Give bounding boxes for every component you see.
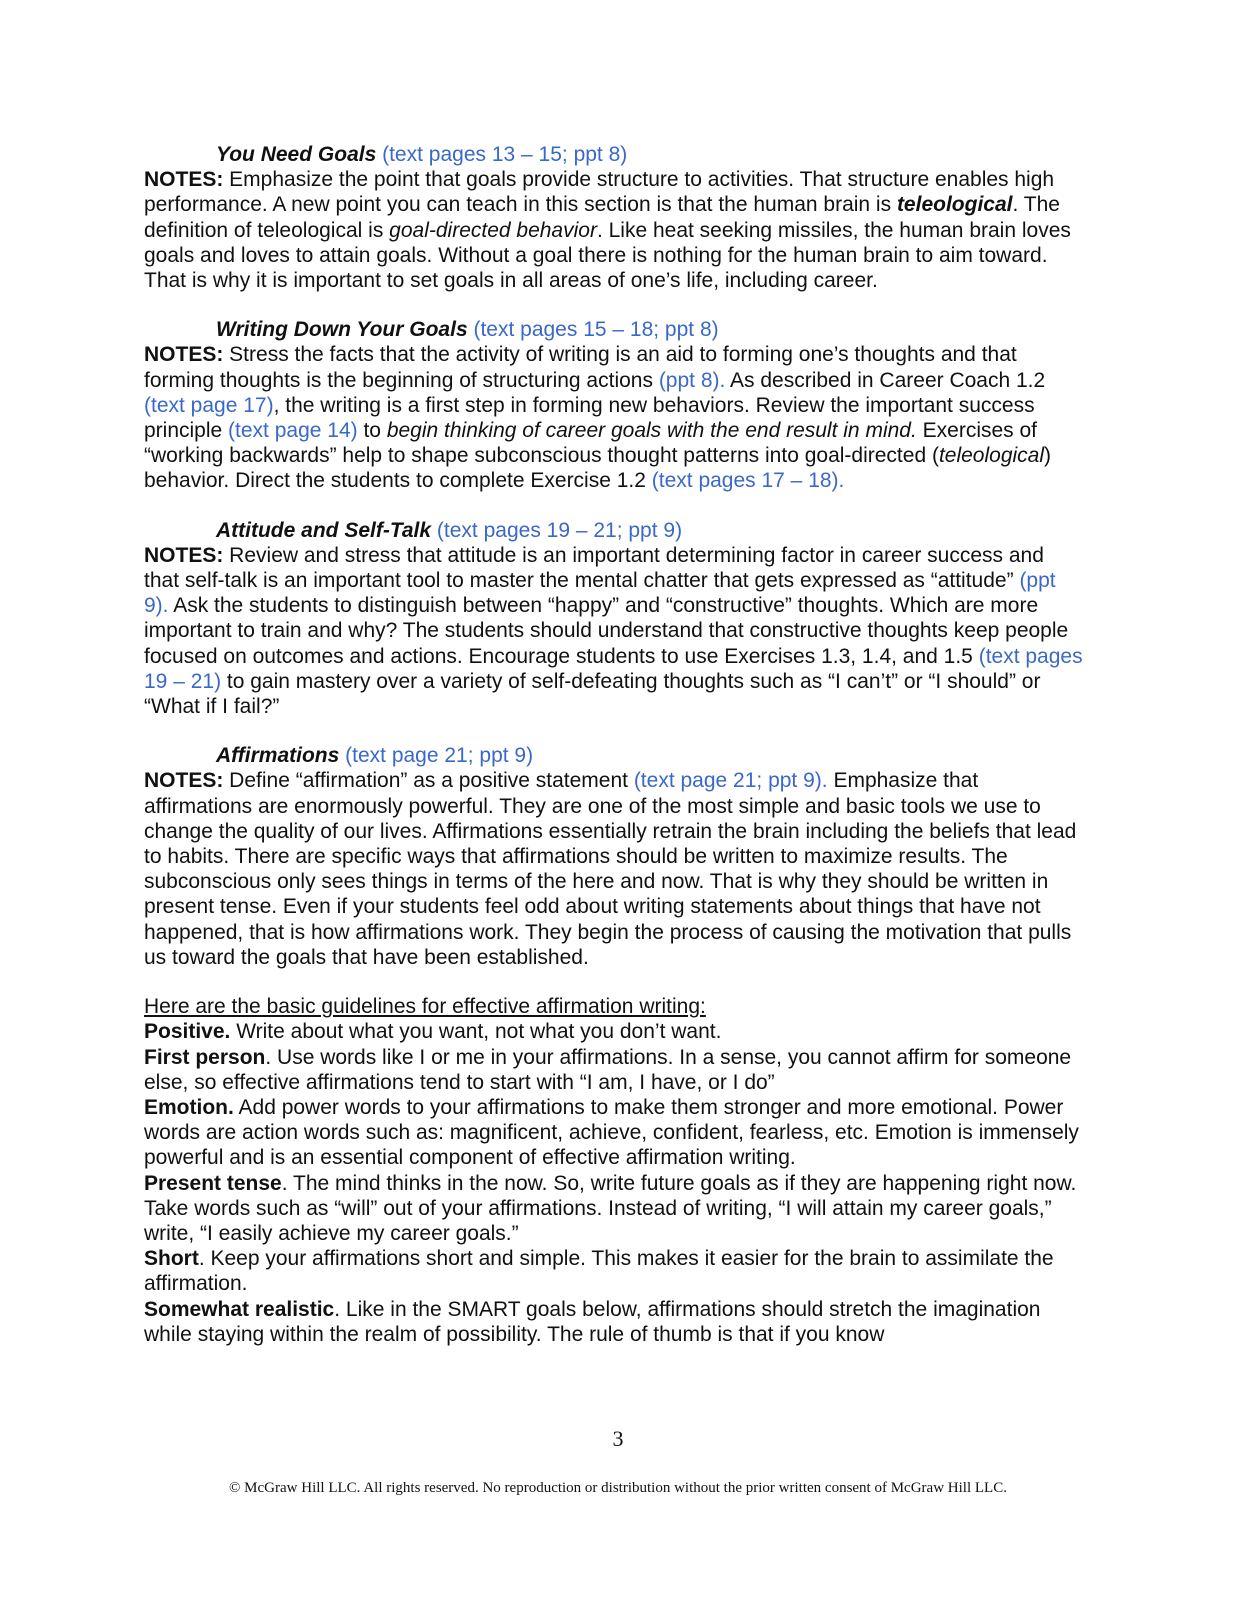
guideline-item: Short. Keep your affirmations short and simple. This makes it easier for the brain to assimilate the affirmation. bbox=[144, 1247, 1054, 1296]
notes-label: NOTES: bbox=[144, 543, 224, 567]
text-reference: (text page 21; ppt 9) bbox=[345, 744, 534, 768]
copyright-footer: © McGraw Hill LLC. All rights reserved. No reproduction or distribution without the prior written consent of McGraw Hill LLC. bbox=[229, 1480, 1007, 1496]
guideline-item: Somewhat realistic. Like in the SMART goals below, affirmations should stretch the imagination while staying within the realm of possibility. The rule of thumb is that if you know bbox=[144, 1297, 1041, 1346]
text-reference: (ppt 9). bbox=[144, 569, 1056, 618]
text-reference: (text page 17) bbox=[144, 393, 274, 417]
guideline-item: First person. Use words like I or me in your affirmations. In a sense, you cannot affirm for someone else, so effective affirmations tend to start with “I am, I have, or I do” bbox=[144, 1045, 1072, 1094]
text-reference: (text pages 19 – 21; ppt 9) bbox=[436, 518, 683, 542]
text-reference: (text pages 19 – 21) bbox=[144, 644, 1083, 693]
notes-label: NOTES: bbox=[144, 769, 224, 793]
section-heading bbox=[144, 317, 1084, 342]
notes-label: NOTES: bbox=[144, 168, 224, 192]
guideline-item: Positive. Write about what you want, not what you don’t want. bbox=[144, 1020, 722, 1044]
notes-paragraph: NOTES: Stress the facts that the activity of writing is an aid to forming one’s thoughts and that forming thoughts is the beginning of structuring actions (ppt 8). As described in Career Coach 1.2 (text page 17), the writing is a first step in forming new behaviors. Review the important success principle (text page 14) to begin thinking of career goals with the end result in mind. Exercises of “working backwards” help to shape subconscious thought patterns into goal-directed (teleological) behavior. Direct the students to complete Exercise 1.2 (text pages 17 – 18). bbox=[144, 343, 1052, 493]
section-title: Attitude and Self-Talk bbox=[216, 518, 432, 542]
section-attitude-and-self-talk bbox=[144, 518, 1084, 720]
section-title: Writing Down Your Goals bbox=[216, 318, 468, 342]
text-reference: (text pages 17 – 18). bbox=[651, 469, 845, 493]
guideline-term: Somewhat realistic bbox=[144, 1297, 335, 1321]
guidelines-heading: Here are the basic guidelines for effective affirmation writing: bbox=[144, 995, 706, 1019]
notes-paragraph: NOTES: Review and stress that attitude is an important determining factor in career success and that self-talk is an important tool to master the mental chatter that gets expressed as “attitude” (ppt 9). Ask the students to distinguish between “happy” and “constructive” thoughts. Which are more important to train and why? The students should understand that constructive thoughts keep people focused on outcomes and actions. Encourage students to use Exercises 1.3, 1.4, and 1.5 (text pages 19 – 21) to gain mastery over a variety of self-defeating thoughts such as “I can’t” or “I should” or “What if I fail?” bbox=[144, 543, 1083, 719]
document-page bbox=[144, 142, 1084, 1347]
section-heading bbox=[144, 142, 1084, 167]
section-title: You Need Goals bbox=[216, 143, 377, 166]
text-reference: (text pages 13 – 15; ppt 8) bbox=[382, 143, 628, 166]
guideline-item: Emotion. Add power words to your affirmations to make them stronger and more emotional. Power words are action words such as: magnificent, achieve, confident, fearless, etc. Emotion is immensely powerful and is an essential component of effective affirmation writing. bbox=[144, 1095, 1079, 1170]
text-reference: (text page 21; ppt 9). bbox=[633, 769, 828, 793]
guideline-term: Present tense bbox=[144, 1171, 282, 1195]
affirmation-guidelines bbox=[144, 994, 1084, 1347]
section-heading bbox=[144, 518, 1084, 543]
notes-label: NOTES: bbox=[144, 343, 224, 367]
guideline-term: Emotion. bbox=[144, 1095, 234, 1119]
notes-paragraph: NOTES: Define “affirmation” as a positive statement (text page 21; ppt 9). Emphasize that affirmations are enormously powerful. They are one of the most simple and basic tools we use to change the quality of our lives. Affirmations essentially retrain the brain including the beliefs that lead to habits. There are specific ways that affirmations should be written to maximize results. The subconscious only sees things in terms of the here and now. That is why they should be written in present tense. Even if your students feel odd about writing statements about things that have not happened, that is how affirmations work. They begin the process of causing the motivation that pulls us toward the goals that have been established. bbox=[144, 769, 1077, 969]
section-affirmations bbox=[144, 743, 1084, 970]
guideline-term: Positive. bbox=[144, 1020, 231, 1044]
section-heading bbox=[144, 743, 1084, 768]
section-title: Affirmations bbox=[216, 744, 340, 768]
text-reference: (text page 14) bbox=[228, 419, 358, 443]
section-writing-down-your-goals bbox=[144, 317, 1084, 493]
text-reference: (ppt 8). bbox=[658, 368, 726, 392]
guideline-item: Present tense. The mind thinks in the now. So, write future goals as if they are happening right now. Take words such as “will” out of your affirmations. Instead of writing, “I will attain my career goals,” write, “I easily achieve my career goals.” bbox=[144, 1171, 1077, 1245]
page-number: 3 bbox=[612, 1426, 624, 1451]
guideline-term: First person bbox=[144, 1045, 266, 1069]
guideline-term: Short bbox=[144, 1247, 199, 1271]
notes-paragraph: NOTES: Emphasize the point that goals provide structure to activities. That structure enables high performance. A new point you can teach in this section is that the human brain is teleological. The definition of teleological is goal-directed behavior. Like heat seeking missiles, the human brain loves goals and loves to attain goals. Without a goal there is nothing for the human brain to aim toward. That is why it is important to set goals in all areas of one’s life, including career. bbox=[144, 168, 1071, 293]
text-reference: (text pages 15 – 18; ppt 8) bbox=[473, 318, 719, 342]
section-you-need-goals bbox=[144, 142, 1084, 293]
